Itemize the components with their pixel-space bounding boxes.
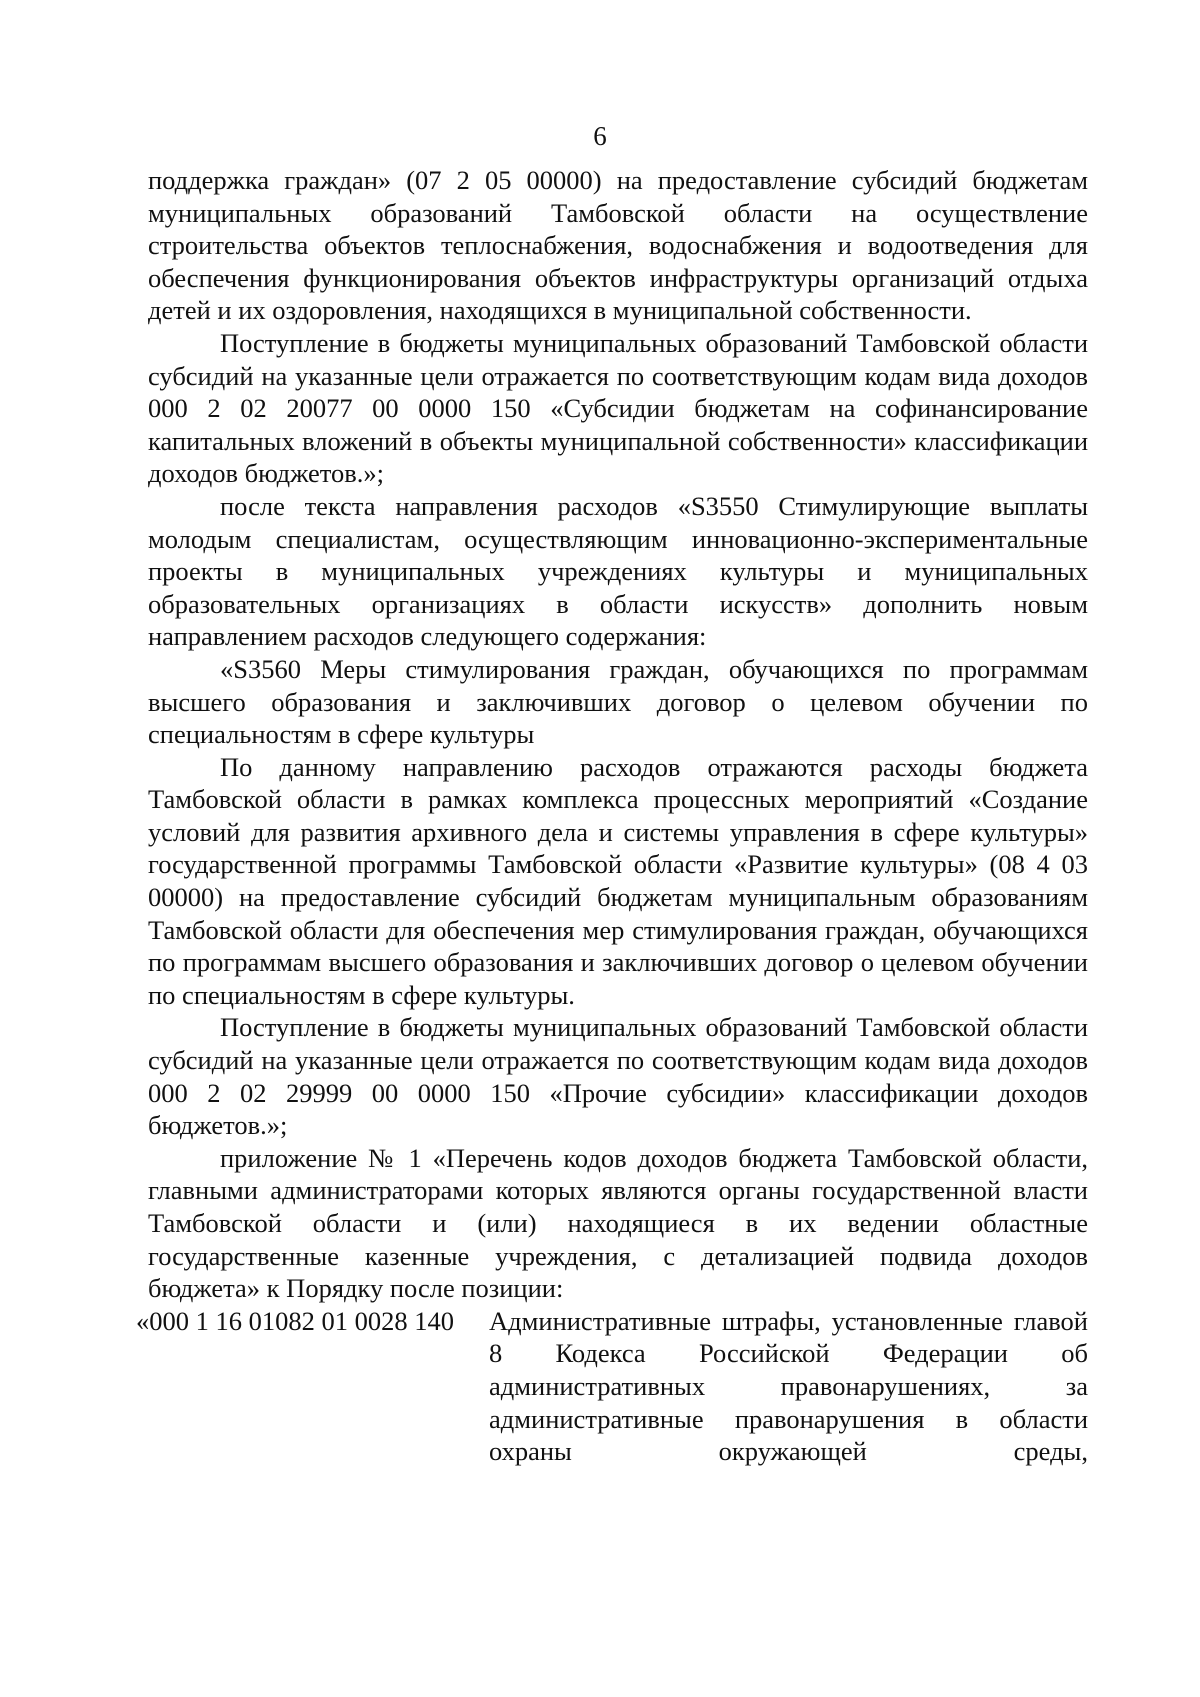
table-row — [136, 1305, 1088, 1468]
revenue-description: Административные штрафы, установленные главой 8 Кодекса Российской Федерации об административных правонарушениях, за административные правонарушения в области охраны окружающей среды, — [489, 1305, 1088, 1467]
paragraph-revenue-receipt-1: Поступление в бюджеты муниципальных образований Тамбовской области субсидий на указанные цели отражается по соответствующим кодам вида доходов 000 2 02 20077 00 0000 150 «Субсидии бюджетам на софинансирование капитальных вложений в объекты муниципальной собственности» классификации доходов бюджетов.»; — [148, 327, 1088, 489]
paragraph-appendix-1: приложение № 1 «Перечень кодов доходов бюджета Тамбовской области, главными администраторами которых являются органы государственной власти Тамбовской области и (или) находящиеся в их ведении областные государственные казенные учреждения, с детализацией подвида доходов бюджета» к Порядку после позиции: — [148, 1142, 1088, 1304]
paragraph-after-s3550: после текста направления расходов «S3550 Стимулирующие выплаты молодым специалистам, осуществляющим инновационно-экспериментальные проекты в муниципальных учреждениях культуры и муниципальных образовательных организациях в области искусств» дополнить новым направлением расходов следующего содержания: — [148, 490, 1088, 652]
paragraph-revenue-receipt-2: Поступление в бюджеты муниципальных образований Тамбовской области субсидий на указанные цели отражается по соответствующим кодам вида доходов 000 2 02 29999 00 0000 150 «Прочие субсидии» классификации доходов бюджетов.»; — [148, 1012, 1088, 1141]
revenue-code: «000 1 16 01082 01 0028 140 — [136, 1305, 454, 1336]
page-number: 6 — [593, 121, 607, 151]
paragraph-continuation: поддержка граждан» (07 2 05 00000) на предоставление субсидий бюджетам муниципальных образований Тамбовской области на осуществление строительства объектов теплоснабжения, водоснабжения и водоотведения для обеспечения функционирования объектов инфраструктуры организаций отдыха детей и их оздоровления, находящихся в муниципальной собственности. — [148, 165, 1088, 326]
paragraph-s3560-description: По данному направлению расходов отражаются расходы бюджета Тамбовской области в рамках комплекса процессных мероприятий «Создание условий для развития архивного дела и системы управления в сфере культуры» государственной программы Тамбовской области «Развитие культуры» (08 4 03 00000) на предоставление субсидий бюджетам муниципальным образованиям Тамбовской области для обеспечения мер стимулирования граждан, обучающихся по программам высшего образования и заключивших договор о целевом обучении по специальностям в сфере культуры. — [148, 751, 1088, 1010]
document-body — [136, 164, 1088, 1468]
paragraph-s3560: «S3560 Меры стимулирования граждан, обучающихся по программам высшего образования и заключивших договор о целевом обучении по специальностям в сфере культуры — [148, 653, 1088, 750]
